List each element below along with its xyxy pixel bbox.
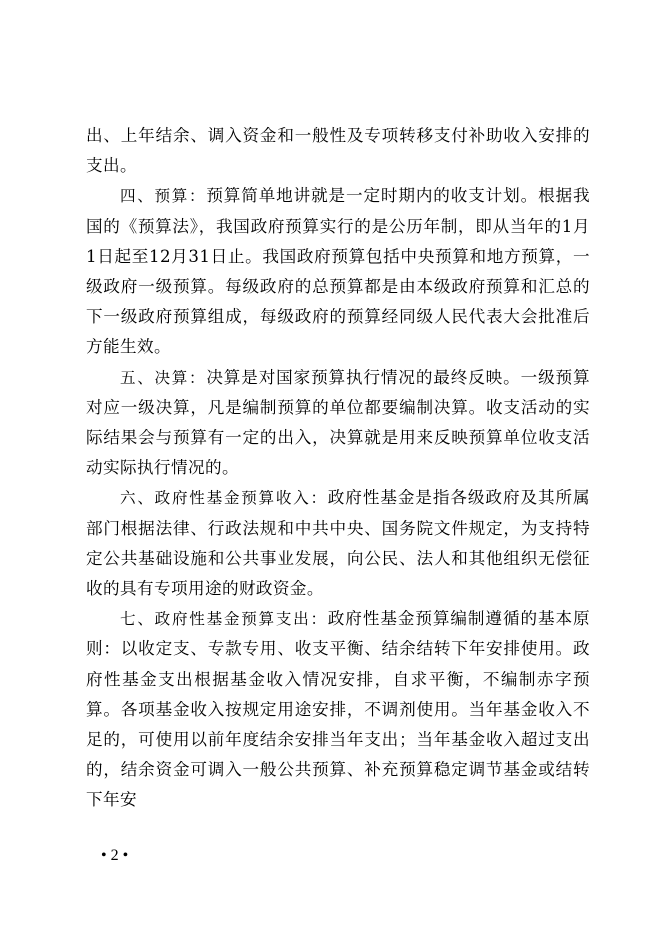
paragraph-fund-expenditure [86,604,590,815]
paragraph-budget [86,181,590,362]
term-fund-expenditure: 七、政府性基金预算支出： [120,610,328,629]
paragraph-text: 决算是对国家预算执行情况的最终反映。一级预算对应一级决算，凡是编制预算的单位都要编制决算。收支活动的实际结果会与预算有一定的出入，决算就是用来反映预算单位收支活动实际执行情况的。 [86,367,590,478]
term-fund-revenue: 六、政府性基金预算收入： [120,489,328,508]
paragraph-fund-revenue [86,483,590,604]
paragraph-text: 出、上年结余、调入资金和一般性及专项转移支付补助收入安排的支出。 [86,126,590,176]
paragraph-text: 预算简单地讲就是一定时期内的收支计划。根据我国的《预算法》，我国政府预算实行的是公历年制，即从当年的1月1日起至12月31日止。我国政府预算包括中央预算和地方预算，一级政府一级预算。每级政府的总预算都是由本级政府预算和汇总的下一级政府预算组成，每级政府的预算经同级人民代表大会批准后方能生效。 [86,186,590,357]
paragraph-text: 政府性基金是指各级政府及其所属部门根据法律、行政法规和中共中央、国务院文件规定，为支持特定公共基础设施和公共事业发展，向公民、法人和其他组织无偿征收的具有专项用途的财政资金。 [86,488,591,599]
term-final-accounts: 五、决算： [120,368,207,387]
paragraph-continuation [86,121,590,181]
term-budget: 四、预算： [120,187,207,206]
paragraph-text: 政府性基金预算编制遵循的基本原则：以收定支、专款专用、收支平衡、结余结转下年安排使用。政府性基金支出根据基金收入情况安排，自求平衡，不编制赤字预算。各项基金收入按规定用途安排，不调剂使用。当年基金收入不足的，可使用以前年度结余安排当年支出；当年基金收入超过支出的，结余资金可调入一般公共预算、补充预算稳定调节基金或结转下年安 [86,609,591,810]
paragraph-final-accounts [86,363,590,484]
page-number: • 2 • [101,847,129,864]
body-text [86,121,590,816]
